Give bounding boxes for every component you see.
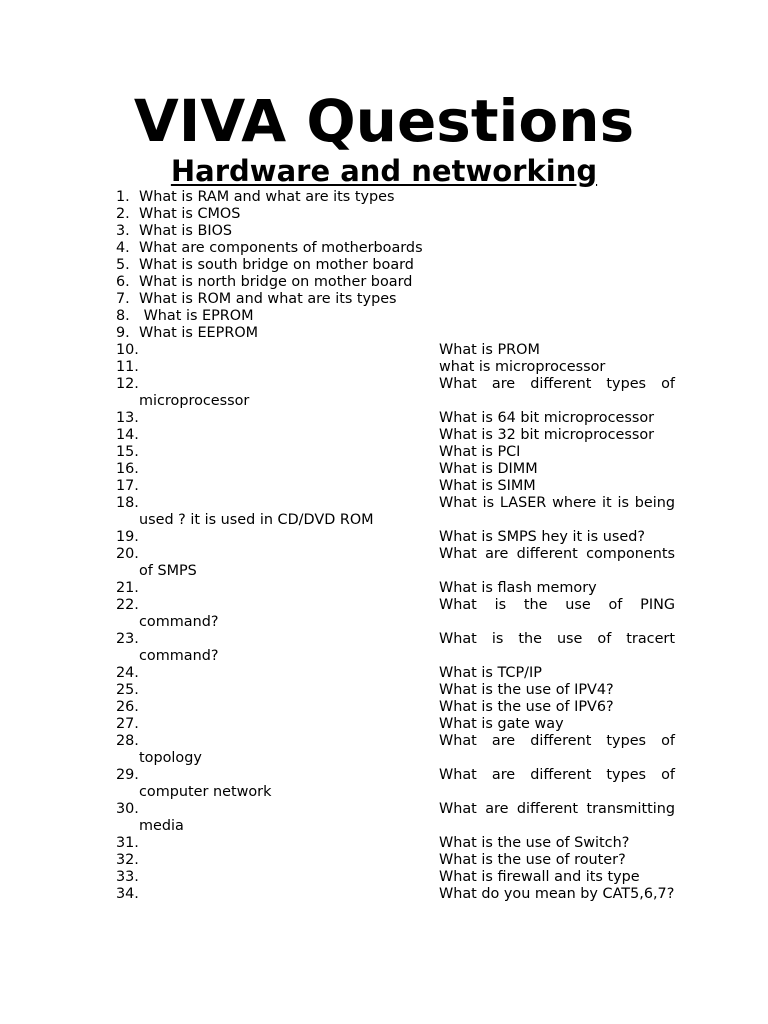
list-item	[116, 665, 675, 682]
list-item	[116, 206, 675, 223]
list-item	[116, 461, 675, 478]
question-number: 11.	[116, 359, 139, 375]
list-item	[116, 495, 675, 529]
question-number: 17.	[116, 478, 139, 494]
question-number: 21.	[116, 580, 139, 596]
question-text: What is north bridge on mother board	[139, 274, 413, 290]
question-text: What is 64 bit microprocessor	[439, 410, 655, 426]
question-number: 31.	[116, 835, 139, 851]
question-number: 33.	[116, 869, 139, 885]
question-text: What is TCP/IP	[439, 665, 542, 681]
list-item	[116, 529, 675, 546]
question-text: What is firewall and its type	[439, 869, 640, 885]
question-number: 5.	[116, 257, 130, 273]
question-number: 2.	[116, 206, 130, 222]
list-item	[116, 580, 675, 597]
question-text: What are components of motherboards	[139, 240, 423, 256]
list-item	[116, 852, 675, 869]
list-item	[116, 427, 675, 444]
list-item	[116, 257, 675, 274]
question-text: What are different types of topology	[139, 733, 675, 766]
list-item	[116, 444, 675, 461]
question-text: What is DIMM	[439, 461, 538, 477]
question-number: 23.	[116, 631, 139, 647]
question-number: 18.	[116, 495, 139, 511]
list-item	[116, 801, 675, 835]
list-item	[116, 410, 675, 427]
question-text: What is SIMM	[439, 478, 536, 494]
list-item	[116, 597, 675, 631]
question-text: What is south bridge on mother board	[139, 257, 414, 273]
question-number: 26.	[116, 699, 139, 715]
list-item	[116, 189, 675, 206]
question-number: 22.	[116, 597, 139, 613]
list-item	[116, 767, 675, 801]
list-item	[116, 359, 675, 376]
list-item	[116, 546, 675, 580]
list-item	[116, 631, 675, 665]
question-number: 19.	[116, 529, 139, 545]
list-item	[116, 308, 675, 325]
question-text: What are different transmitting media	[139, 801, 675, 834]
list-item	[116, 699, 675, 716]
question-text: What is gate way	[439, 716, 564, 732]
list-item	[116, 291, 675, 308]
question-number: 3.	[116, 223, 130, 239]
question-text: What is the use of tracert command?	[139, 631, 675, 664]
list-item	[116, 325, 675, 342]
question-number: 15.	[116, 444, 139, 460]
page-title: VIVA Questions	[133, 87, 635, 155]
question-number: 9.	[116, 325, 130, 341]
question-text: What is EEPROM	[139, 325, 259, 341]
question-text: What do you mean by CAT5,6,7?	[439, 886, 675, 902]
list-item	[116, 682, 675, 699]
question-text: What is PCI	[439, 444, 521, 460]
question-text: What is the use of PING command?	[139, 597, 675, 630]
question-number: 13.	[116, 410, 139, 426]
list-item	[116, 376, 675, 410]
question-number: 16.	[116, 461, 139, 477]
question-text: What is CMOS	[139, 206, 241, 222]
question-text: What is the use of Switch?	[439, 835, 630, 851]
question-text: What are different types of computer network	[139, 767, 675, 800]
list-item	[116, 716, 675, 733]
question-number: 28.	[116, 733, 139, 749]
question-number: 14.	[116, 427, 139, 443]
list-item	[116, 240, 675, 257]
question-number: 24.	[116, 665, 139, 681]
question-number: 30.	[116, 801, 139, 817]
question-number: 12.	[116, 376, 139, 392]
question-text: What is BIOS	[139, 223, 233, 239]
question-list	[116, 189, 675, 903]
list-item	[116, 886, 675, 903]
question-text: What is the use of router?	[439, 852, 626, 868]
question-number: 1.	[116, 189, 130, 205]
question-number: 4.	[116, 240, 130, 256]
list-item	[116, 869, 675, 886]
question-text: What is flash memory	[439, 580, 597, 596]
question-number: 34.	[116, 886, 139, 902]
question-number: 6.	[116, 274, 130, 290]
question-text: What is 32 bit microprocessor	[439, 427, 655, 443]
question-number: 27.	[116, 716, 139, 732]
question-number: 32.	[116, 852, 139, 868]
list-item	[116, 223, 675, 240]
question-number: 20.	[116, 546, 139, 562]
question-text: What is LASER where it is being used ? it is used in CD/DVD ROM	[139, 495, 675, 528]
question-number: 8.	[116, 308, 130, 324]
question-number: 29.	[116, 767, 139, 783]
question-number: 7.	[116, 291, 130, 307]
question-text: What are different components of SMPS	[139, 546, 675, 579]
list-item	[116, 274, 675, 291]
question-text: What is the use of IPV4?	[439, 682, 614, 698]
list-item	[116, 342, 675, 359]
question-text: what is microprocessor	[439, 359, 606, 375]
question-text: What is ROM and what are its types	[139, 291, 397, 307]
question-text: What is RAM and what are its types	[139, 189, 395, 205]
list-item	[116, 478, 675, 495]
question-text: What are different types of microprocessor	[139, 376, 675, 409]
question-text: What is EPROM	[139, 308, 254, 324]
page-subtitle: Hardware and networking	[170, 154, 598, 188]
question-text: What is SMPS hey it is used?	[439, 529, 645, 545]
question-number: 10.	[116, 342, 139, 358]
question-text: What is the use of IPV6?	[439, 699, 614, 715]
list-item	[116, 835, 675, 852]
question-text: What is PROM	[439, 342, 540, 358]
list-item	[116, 733, 675, 767]
question-number: 25.	[116, 682, 139, 698]
